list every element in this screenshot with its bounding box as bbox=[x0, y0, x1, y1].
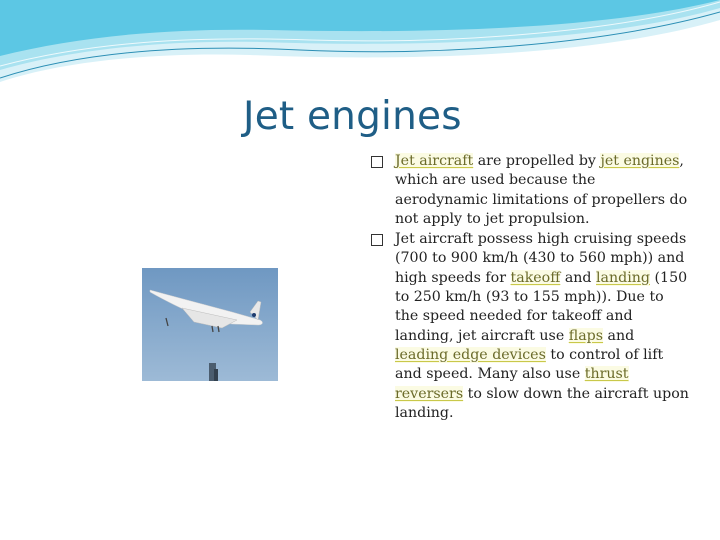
bullet-text: and bbox=[603, 327, 635, 344]
bullet-text: to slow down the aircraft upon landing. bbox=[395, 385, 689, 421]
link-jet-engines[interactable]: jet engines bbox=[600, 153, 680, 169]
link-leading-edge-devices[interactable]: leading edge devices bbox=[395, 346, 546, 363]
link-takeoff[interactable]: takeoff bbox=[510, 269, 561, 286]
bullet-list bbox=[371, 152, 689, 424]
bullet-text: (150 to 250 km/h (93 to 155 mph)). Due to the speed needed for takeoff and landing, jet aircraft use bbox=[395, 269, 688, 344]
bullet-item bbox=[371, 152, 689, 229]
concorde-aircraft-photo bbox=[142, 268, 278, 381]
bullet-text: , which are used because the aerodynamic limitations of propellers do not apply to jet propulsion. bbox=[395, 153, 688, 227]
link-landing[interactable]: landing bbox=[596, 269, 650, 286]
square-bullet-icon bbox=[371, 234, 383, 246]
link-thrust-reversers[interactable]: thrust reversers bbox=[395, 366, 629, 402]
header-wave-decoration bbox=[0, 0, 720, 90]
link-jet-aircraft[interactable]: Jet aircraft bbox=[395, 153, 474, 169]
bullet-text: to control of lift and speed. Many also use bbox=[395, 346, 664, 383]
bullet-text: and bbox=[560, 269, 597, 286]
bullet-item bbox=[371, 230, 689, 423]
bullet-text: Jet aircraft possess high cruising speeds (700 to 900 km/h (430 to 560 mph)) and high speeds for bbox=[395, 231, 687, 286]
square-bullet-icon bbox=[371, 156, 383, 168]
link-flaps[interactable]: flaps bbox=[568, 327, 604, 344]
slide-title: Jet engines bbox=[243, 94, 462, 139]
bullet-text: are propelled by bbox=[473, 153, 601, 169]
